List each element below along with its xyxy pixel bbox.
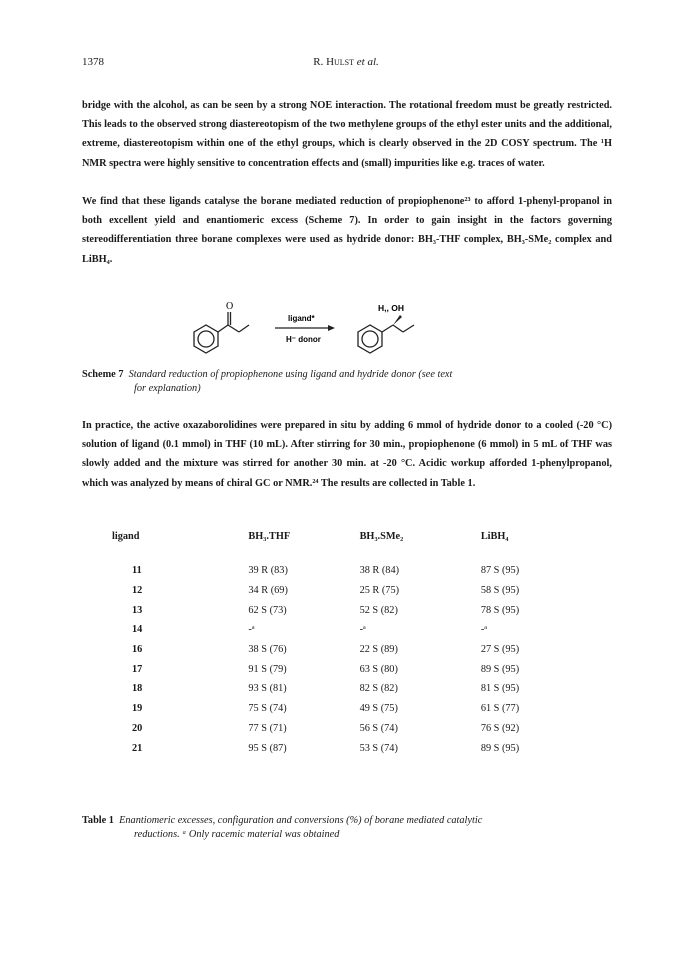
table-row: [112, 620, 592, 640]
cell-ligand: 12: [132, 585, 143, 597]
table-row: [112, 719, 592, 739]
cell-bh3-thf: 39 R (83): [248, 565, 288, 577]
carbonyl-oxygen-label: O: [226, 301, 234, 312]
scheme-caption-line2: for explanation): [134, 383, 201, 394]
cell-ligand: 16: [132, 644, 143, 656]
cell-ligand: 19: [132, 703, 143, 715]
page-header: [82, 56, 610, 70]
cell-libh4: 89 S (95): [480, 742, 520, 754]
phenylpropanol-structure: [358, 325, 414, 353]
table-header-row: [112, 527, 592, 545]
propiophenone-structure: [194, 312, 249, 353]
page-number: 1378: [82, 56, 104, 68]
cell-bh3-sme2: -ᵃ: [359, 624, 366, 636]
cell-libh4: 27 S (95): [480, 644, 520, 656]
running-head-etal: et al.: [356, 56, 379, 68]
scheme-caption-line1: Standard reduction of propiophenone using ligand and hydride donor (see text: [128, 369, 453, 380]
table-row: [112, 679, 592, 699]
header-ligand: ligand: [112, 530, 140, 542]
table-row: [112, 581, 592, 601]
cell-libh4: 89 S (95): [480, 663, 520, 675]
cell-bh3-thf: 34 R (69): [248, 585, 288, 597]
paragraph-1-text: bridge with the alcohol, as can be seen by a strong NOE interaction. The rotational freedom must be greatly restricted. This leads to the observed strong diastereotopism of the two methylene groups of the ethyl ester units and the additional, extreme, diastereotopism within one of the ethyl groups, which is clearly observed in the 2D COSY spectrum. The ¹H NMR spectra were highly sensitive to concentration effects and (small) impurities like e.g. traces of water.: [82, 100, 612, 169]
paragraph-2: [82, 192, 612, 269]
cell-ligand: 21: [132, 742, 143, 754]
cell-libh4: 76 S (92): [480, 722, 520, 734]
cell-bh3-thf: 38 S (76): [248, 644, 287, 656]
table-row: [112, 640, 592, 660]
table-caption-line1: Enantiomeric excesses, configuration and conversions (%) of borane mediated catalytic: [119, 815, 483, 826]
cell-bh3-thf: 95 S (87): [248, 742, 287, 754]
product-stereo-label: H,, OH: [378, 303, 404, 313]
table-caption-line2: reductions. ᵃ Only racemic material was obtained: [134, 829, 340, 840]
scheme-caption-label: Scheme 7: [82, 369, 124, 380]
cell-libh4: 87 S (95): [480, 565, 520, 577]
cell-bh3-sme2: 63 S (80): [359, 663, 398, 675]
cell-libh4: 78 S (95): [480, 604, 520, 616]
header-bh3-thf: BH₃.THF: [248, 530, 291, 542]
cell-bh3-thf: 62 S (73): [248, 604, 287, 616]
cell-bh3-sme2: 56 S (74): [359, 722, 398, 734]
scheme-7-figure: [82, 296, 612, 368]
cell-ligand: 14: [132, 624, 143, 636]
cell-bh3-sme2: 52 S (82): [359, 604, 398, 616]
cell-ligand: 20: [132, 722, 143, 734]
table-spacer: [112, 545, 592, 561]
cell-libh4: 61 S (77): [480, 703, 520, 715]
cell-bh3-sme2: 38 R (84): [359, 565, 400, 577]
table-row: [112, 738, 592, 758]
arrow-ligand-label: ligand*: [288, 314, 315, 323]
cell-bh3-sme2: 25 R (75): [359, 585, 400, 597]
cell-libh4: 81 S (95): [480, 683, 520, 695]
cell-bh3-sme2: 53 S (74): [359, 742, 398, 754]
cell-bh3-sme2: 49 S (75): [359, 703, 398, 715]
cell-bh3-thf: 91 S (79): [248, 663, 287, 675]
cell-bh3-thf: 93 S (81): [248, 683, 287, 695]
header-bh3-sme2: BH₃.SMe₂: [359, 530, 404, 542]
cell-bh3-thf: 77 S (71): [248, 722, 287, 734]
cell-ligand: 13: [132, 604, 143, 616]
table-caption: [82, 814, 582, 842]
reaction-arrow: [275, 325, 335, 331]
wedge-bond-icon: [393, 315, 402, 325]
paragraph-3-text: In practice, the active oxazaborolidines were prepared in situ by adding 6 mmol of hydride donor to a cooled (-20 °C) solution of ligand (0.1 mmol) in THF (10 mL). After stirring for 30 min., propiophenone (6 mmol) in 5 mL of THF was slowly added and the mixture was stirred for another 30 min. at -20 °C. Acidic workup afforded 1-phenylpropanol, which was analyzed by means of chiral GC or NMR.²⁴ The results are collected in Table 1.: [82, 420, 612, 489]
table-caption-label: Table 1: [82, 815, 114, 826]
paragraph-3: [82, 416, 612, 493]
table-row: [112, 699, 592, 719]
cell-bh3-thf: 75 S (74): [248, 703, 287, 715]
results-table: [112, 527, 592, 758]
cell-bh3-thf: -ᵃ: [248, 624, 255, 636]
paragraph-1: [82, 96, 612, 173]
running-head-author: R. Hulst: [313, 56, 355, 68]
table-row: [112, 561, 592, 581]
cell-libh4: 58 S (95): [480, 585, 520, 597]
arrow-hydride-label: H⁻ donor: [286, 335, 321, 344]
header-libh4: LiBH₄: [480, 530, 509, 542]
cell-bh3-sme2: 22 S (89): [359, 644, 398, 656]
cell-ligand: 17: [132, 663, 143, 675]
table-row: [112, 600, 592, 620]
scheme-caption: [82, 368, 582, 396]
cell-bh3-sme2: 82 S (82): [359, 683, 398, 695]
cell-ligand: 18: [132, 683, 143, 695]
paragraph-2-text: We find that these ligands catalyse the borane mediated reduction of propiophenone²³ to afford 1-phenyl-propanol in both excellent yield and enantiomeric excess (Scheme 7). In order to gain insight in the factors governing stereodifferentiation three borane complexes were used as hydride donor: BH₃-THF complex, BH₃-SMe₂ complex and LiBH₄.: [82, 196, 612, 265]
table-row: [112, 659, 592, 679]
cell-ligand: 11: [132, 565, 142, 577]
running-head: [82, 56, 610, 68]
cell-libh4: -ᵃ: [480, 624, 488, 636]
